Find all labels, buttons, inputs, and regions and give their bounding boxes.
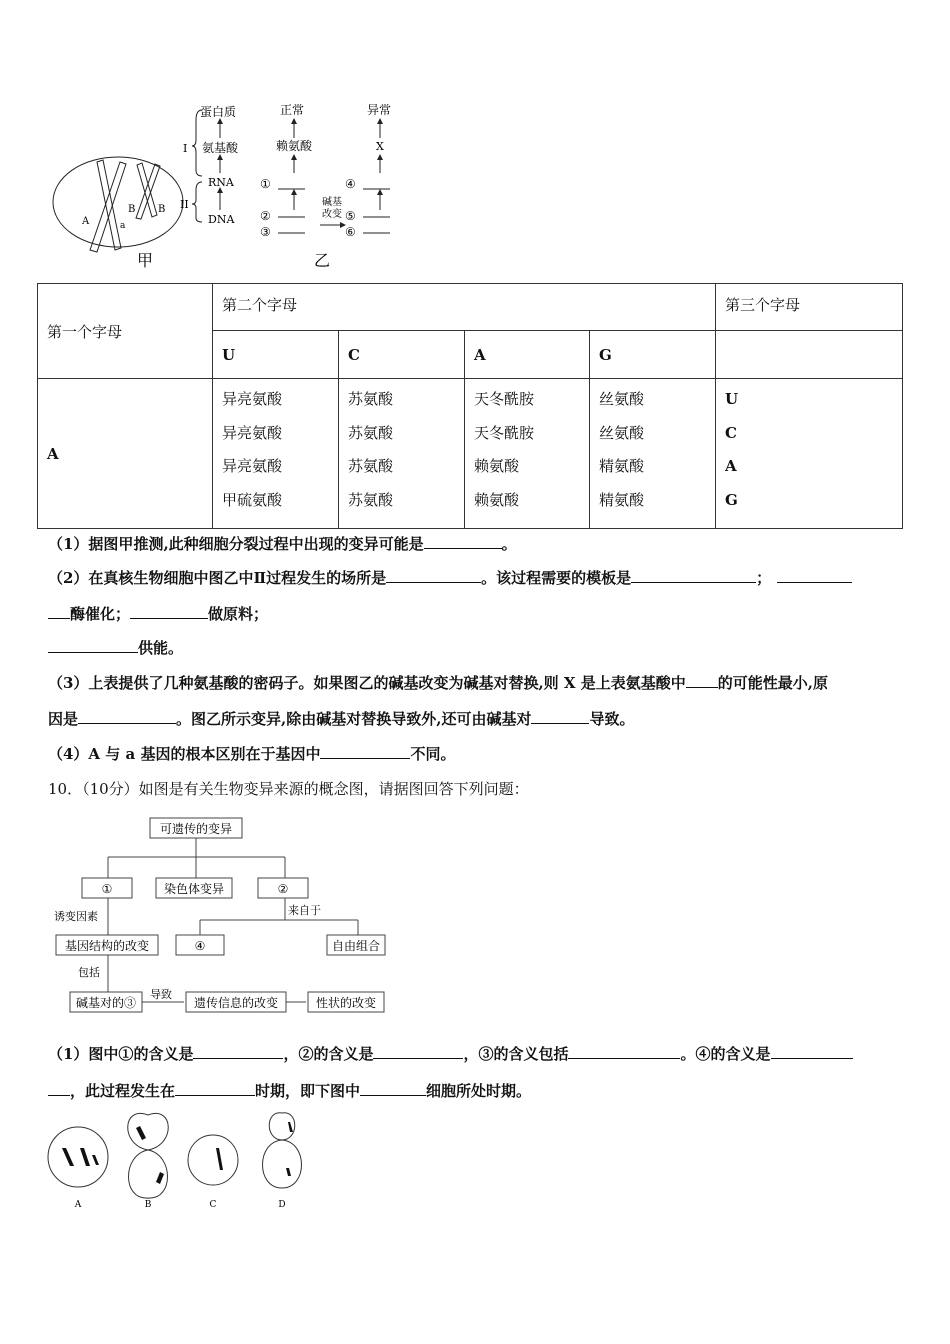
stage-II-label: II bbox=[180, 198, 189, 211]
q9-p2-enzyme: 酶催化； bbox=[70, 605, 131, 623]
q9-part3-line2 bbox=[48, 708, 634, 729]
amino-acid: 苏氨酸 bbox=[348, 390, 394, 408]
column-A bbox=[465, 379, 590, 529]
q9-part2-line2 bbox=[48, 603, 268, 624]
answer-blank-cont[interactable] bbox=[48, 603, 70, 619]
answer-blank[interactable] bbox=[631, 567, 756, 583]
q9-p3-text-d: 。图乙所示变异,除由碱基对替换导致外,还可由碱基对 bbox=[176, 710, 532, 728]
answer-blank[interactable] bbox=[373, 1043, 463, 1059]
q9-p1-end: 。 bbox=[501, 535, 517, 553]
answer-blank[interactable] bbox=[175, 1080, 255, 1096]
answer-blank[interactable] bbox=[320, 743, 410, 759]
third-letters bbox=[716, 379, 903, 529]
rna-label: RNA bbox=[208, 176, 234, 189]
q10-p1-text-c: ，③的含义包括 bbox=[463, 1045, 569, 1063]
cell-label-C: C bbox=[209, 1200, 217, 1210]
answer-blank[interactable] bbox=[777, 567, 852, 583]
figure-jia-caption: 甲 bbox=[137, 251, 154, 270]
gene-B-left: B bbox=[128, 204, 136, 215]
marker-4: ④ bbox=[345, 177, 356, 191]
amino-acid: 精氨酸 bbox=[599, 490, 645, 509]
map-include-label: 包括 bbox=[78, 966, 100, 979]
q9-part2-line1 bbox=[48, 567, 852, 588]
figure-jia-yi bbox=[40, 90, 420, 270]
answer-blank[interactable] bbox=[531, 708, 589, 724]
second-letter-C: C bbox=[339, 331, 465, 379]
third-letter: C bbox=[725, 423, 737, 442]
second-letter-header: 第二个字母 bbox=[213, 284, 716, 331]
q9-p2-material: 做原料； bbox=[208, 605, 269, 623]
answer-blank[interactable] bbox=[386, 567, 481, 583]
map-from-label: 来自于 bbox=[288, 904, 321, 917]
figure-yi-caption: 乙 bbox=[314, 251, 331, 270]
amino-acid: 赖氨酸 bbox=[474, 457, 520, 475]
q10-p1-text-b: ，②的含义是 bbox=[283, 1045, 374, 1063]
answer-blank[interactable] bbox=[130, 603, 208, 619]
q9-part1 bbox=[48, 533, 517, 554]
amino-acid: 苏氨酸 bbox=[348, 423, 394, 442]
amino-acid-label: 氨基酸 bbox=[202, 141, 239, 155]
q9-part4 bbox=[48, 743, 455, 764]
first-letter-A: A bbox=[38, 379, 213, 529]
q9-p2-energy: 供能。 bbox=[138, 639, 184, 657]
abnormal-label: 异常 bbox=[367, 103, 392, 117]
gene-B-right: B bbox=[158, 204, 166, 215]
column-G bbox=[590, 379, 716, 529]
map-mutagen-label: 诱变因素 bbox=[54, 910, 98, 923]
cell-label-A: A bbox=[74, 1200, 82, 1210]
q9-part2-line3 bbox=[48, 637, 183, 658]
q9-part3-line1 bbox=[48, 672, 828, 693]
map-node-4: ④ bbox=[194, 939, 206, 953]
dna-label: DNA bbox=[208, 213, 235, 226]
third-letter: G bbox=[725, 490, 738, 509]
q9-p2-text-b: 。该过程需要的模板是 bbox=[481, 569, 632, 587]
gene-A: A bbox=[82, 216, 90, 227]
answer-blank[interactable] bbox=[48, 637, 138, 653]
third-letter-header: 第三个字母 bbox=[716, 284, 903, 331]
base-change-label-1: 碱基 bbox=[322, 197, 342, 208]
answer-blank[interactable] bbox=[193, 1043, 283, 1059]
answer-blank[interactable] bbox=[568, 1043, 680, 1059]
second-letter-U: U bbox=[213, 331, 339, 379]
column-U bbox=[213, 379, 339, 529]
answer-blank[interactable] bbox=[771, 1043, 853, 1059]
marker-2: ② bbox=[260, 209, 271, 223]
q9-p2-sep: ； bbox=[756, 569, 772, 587]
map-root: 可遗传的变异 bbox=[159, 822, 233, 836]
amino-acid: 天冬酰胺 bbox=[474, 423, 535, 442]
answer-blank[interactable] bbox=[424, 533, 502, 549]
amino-acid: 苏氨酸 bbox=[348, 457, 394, 475]
stage-I-label: I bbox=[183, 142, 188, 155]
amino-acid: 甲硫氨酸 bbox=[222, 490, 283, 509]
gene-a: a bbox=[120, 221, 126, 231]
q10-p1-text-d: 。④的含义是 bbox=[680, 1045, 771, 1063]
map-genetic-info-change: 遗传信息的改变 bbox=[193, 996, 279, 1010]
q10-part1-line2 bbox=[48, 1080, 531, 1101]
first-letter-header: 第一个字母 bbox=[38, 284, 213, 379]
cell-label-B: B bbox=[144, 1200, 152, 1210]
amino-acid: 苏氨酸 bbox=[348, 490, 394, 509]
second-letter-G: G bbox=[590, 331, 716, 379]
column-C bbox=[339, 379, 465, 529]
map-node-2: ② bbox=[277, 882, 289, 896]
empty-cell bbox=[716, 331, 903, 379]
q9-p3-text: （3）上表提供了几种氨基酸的密码子。如果图乙的碱基改变为碱基对替换,则 X 是上表氨基酸中 bbox=[48, 674, 686, 692]
map-free-combination: 自由组合 bbox=[331, 939, 381, 953]
amino-acid: 异亮氨酸 bbox=[222, 457, 283, 475]
q9-p3-text-e: 导致。 bbox=[589, 710, 635, 728]
amino-acid: 精氨酸 bbox=[599, 457, 645, 475]
map-trait-change: 性状的改变 bbox=[315, 996, 377, 1010]
base-change-label-2: 改变 bbox=[322, 209, 342, 220]
q9-p3-text-b: 的可能性最小,原 bbox=[717, 674, 828, 692]
answer-blank[interactable] bbox=[78, 708, 176, 724]
cell-division-figures bbox=[40, 1110, 320, 1215]
x-label: X bbox=[376, 140, 384, 153]
q9-p4-text: （4）A 与 a 基因的根本区别在于基因中 bbox=[48, 745, 321, 763]
second-letter-A: A bbox=[465, 331, 590, 379]
concept-map bbox=[40, 810, 400, 1020]
q10-p1-text-g: 细胞所处时期。 bbox=[426, 1082, 532, 1100]
q9-p1-text: （1）据图甲推测,此种细胞分裂过程中出现的变异可能是 bbox=[48, 535, 424, 553]
q10-part1-line1 bbox=[48, 1043, 853, 1064]
lysine-label: 赖氨酸 bbox=[276, 139, 313, 153]
protein-label: 蛋白质 bbox=[200, 105, 237, 119]
q9-p4-end: 不同。 bbox=[410, 745, 456, 763]
amino-acid: 丝氨酸 bbox=[599, 423, 645, 442]
amino-acid: 赖氨酸 bbox=[474, 490, 520, 509]
q10-p1-text-e: ，此过程发生在 bbox=[70, 1082, 176, 1100]
cell-label-D: D bbox=[278, 1200, 286, 1210]
q9-p2-text: （2）在真核生物细胞中图乙中Ⅱ过程发生的场所是 bbox=[48, 569, 387, 587]
answer-blank[interactable] bbox=[360, 1080, 426, 1096]
q10-title: 10．（10分）如图是有关生物变异来源的概念图，请据图回答下列问题： bbox=[48, 780, 529, 798]
answer-blank[interactable] bbox=[686, 672, 718, 688]
chromosome-pair bbox=[90, 160, 160, 252]
amino-acid: 异亮氨酸 bbox=[222, 390, 283, 408]
amino-acid: 丝氨酸 bbox=[599, 390, 645, 408]
map-gene-structure: 基因结构的改变 bbox=[64, 939, 150, 953]
marker-5: ⑤ bbox=[345, 209, 356, 223]
map-node-1: ① bbox=[101, 882, 113, 896]
marker-1: ① bbox=[260, 177, 271, 191]
q10-p1-text: （1）图中①的含义是 bbox=[48, 1045, 194, 1063]
third-letter: A bbox=[725, 457, 737, 475]
codon-table bbox=[37, 283, 903, 529]
marker-3: ③ bbox=[260, 225, 271, 239]
amino-acid: 异亮氨酸 bbox=[222, 423, 283, 442]
map-cause-label: 导致 bbox=[150, 988, 172, 1001]
third-letter: U bbox=[725, 390, 739, 408]
normal-label: 正常 bbox=[280, 103, 305, 117]
answer-blank-cont[interactable] bbox=[48, 1080, 70, 1096]
map-base-pair-3: 碱基对的③ bbox=[75, 996, 137, 1010]
map-chromosome-variation: 染色体变异 bbox=[163, 882, 225, 896]
marker-6: ⑥ bbox=[345, 225, 356, 239]
amino-acid: 天冬酰胺 bbox=[474, 390, 535, 408]
q9-p3-text-c: 因是 bbox=[48, 710, 79, 728]
q10-p1-text-f: 时期，即下图中 bbox=[255, 1082, 361, 1100]
